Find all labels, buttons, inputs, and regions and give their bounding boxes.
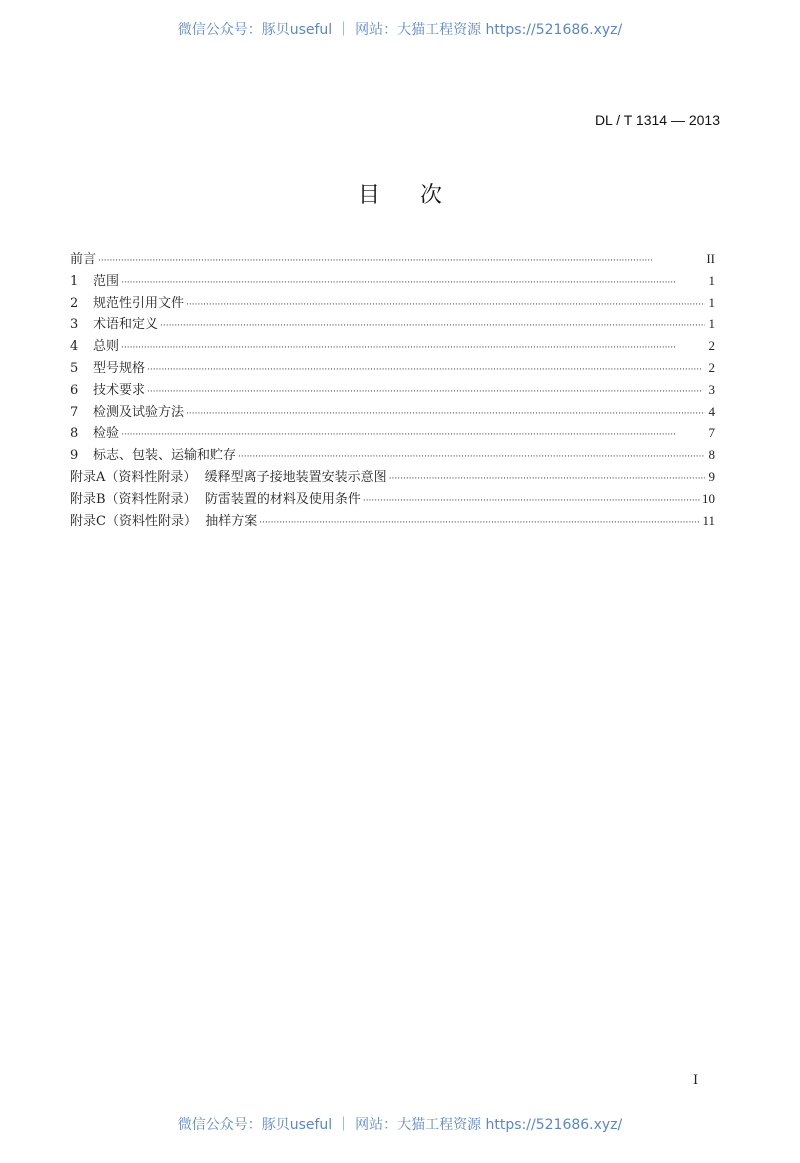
toc-label: 技术要求 xyxy=(93,382,146,398)
toc-entry[interactable] xyxy=(70,313,715,335)
standard-code: DL / T 1314 — 2013 xyxy=(594,112,720,128)
toc-entry[interactable] xyxy=(70,401,715,423)
toc-page: 9 xyxy=(708,468,715,484)
toc-page: 7 xyxy=(708,425,715,441)
page-title: 目次 xyxy=(357,183,482,208)
toc-leader-dots xyxy=(121,430,705,440)
toc-leader-dots xyxy=(186,300,705,310)
toc-number: 9 xyxy=(70,448,79,464)
toc-label: 前言 xyxy=(70,252,97,267)
toc-page: II xyxy=(706,251,715,266)
toc-page: 1 xyxy=(708,294,715,310)
toc-label: 术语和定义 xyxy=(93,317,159,333)
watermark-top: 微信公众号：豚贝useful ｜ 网站：大猫工程资源 https://521686.xyz/ xyxy=(177,22,623,38)
watermark-bottom: 微信公众号：豚贝useful ｜ 网站：大猫工程资源 https://521686.xyz/ xyxy=(177,1117,623,1133)
toc-leader-dots xyxy=(389,474,705,484)
toc-leader-dots xyxy=(259,518,700,528)
toc-page: 8 xyxy=(708,447,715,463)
toc-page: 10 xyxy=(702,490,715,506)
toc-leader-dots xyxy=(363,496,700,506)
toc-label: 检验 xyxy=(93,426,120,442)
toc-entry[interactable] xyxy=(70,292,715,314)
toc-leader-dots xyxy=(238,452,705,462)
toc-entry[interactable] xyxy=(70,466,715,488)
toc-label: 附录B（资料性附录） 防雷装置的材料及使用条件 xyxy=(70,491,361,507)
toc-page: 1 xyxy=(708,272,715,288)
toc-leader-dots xyxy=(98,256,704,266)
toc-number: 7 xyxy=(70,404,79,420)
toc-entry[interactable] xyxy=(70,444,715,466)
toc-page: 1 xyxy=(708,316,715,332)
toc-leader-dots xyxy=(147,387,705,397)
toc-label: 规范性引用文件 xyxy=(93,295,185,311)
toc-entry[interactable] xyxy=(70,357,715,379)
toc-label: 附录C（资料性附录） 抽样方案 xyxy=(70,513,258,529)
page-number: I xyxy=(693,1073,699,1088)
toc-page: 2 xyxy=(708,338,715,354)
toc-leader-dots xyxy=(160,321,705,331)
toc-entry[interactable] xyxy=(70,488,715,510)
toc-number: 1 xyxy=(70,273,79,289)
toc-number: 2 xyxy=(70,295,79,311)
toc-page: 4 xyxy=(708,403,715,419)
toc-entry[interactable] xyxy=(70,248,715,270)
table-of-contents xyxy=(70,248,715,531)
toc-label: 范围 xyxy=(93,273,120,289)
toc-number: 5 xyxy=(70,360,79,376)
toc-leader-dots xyxy=(121,343,705,353)
toc-entry[interactable] xyxy=(70,510,715,532)
toc-label: 标志、包装、运输和贮存 xyxy=(93,448,237,464)
toc-leader-dots xyxy=(147,365,705,375)
toc-page: 2 xyxy=(708,359,715,375)
toc-number: 3 xyxy=(70,317,79,333)
toc-number: 6 xyxy=(70,382,79,398)
toc-number: 8 xyxy=(70,426,79,442)
toc-number: 4 xyxy=(70,339,79,355)
toc-page: 11 xyxy=(702,512,715,528)
toc-label: 总则 xyxy=(93,339,120,355)
toc-label: 附录A（资料性附录） 缓释型离子接地装置安装示意图 xyxy=(70,469,387,485)
toc-entry[interactable] xyxy=(70,270,715,292)
toc-entry[interactable] xyxy=(70,379,715,401)
toc-entry[interactable] xyxy=(70,335,715,357)
toc-page: 3 xyxy=(708,381,715,397)
toc-entry[interactable] xyxy=(70,422,715,444)
toc-leader-dots xyxy=(121,278,705,288)
toc-leader-dots xyxy=(186,409,705,419)
toc-label: 检测及试验方法 xyxy=(93,404,185,420)
toc-label: 型号规格 xyxy=(93,360,146,376)
